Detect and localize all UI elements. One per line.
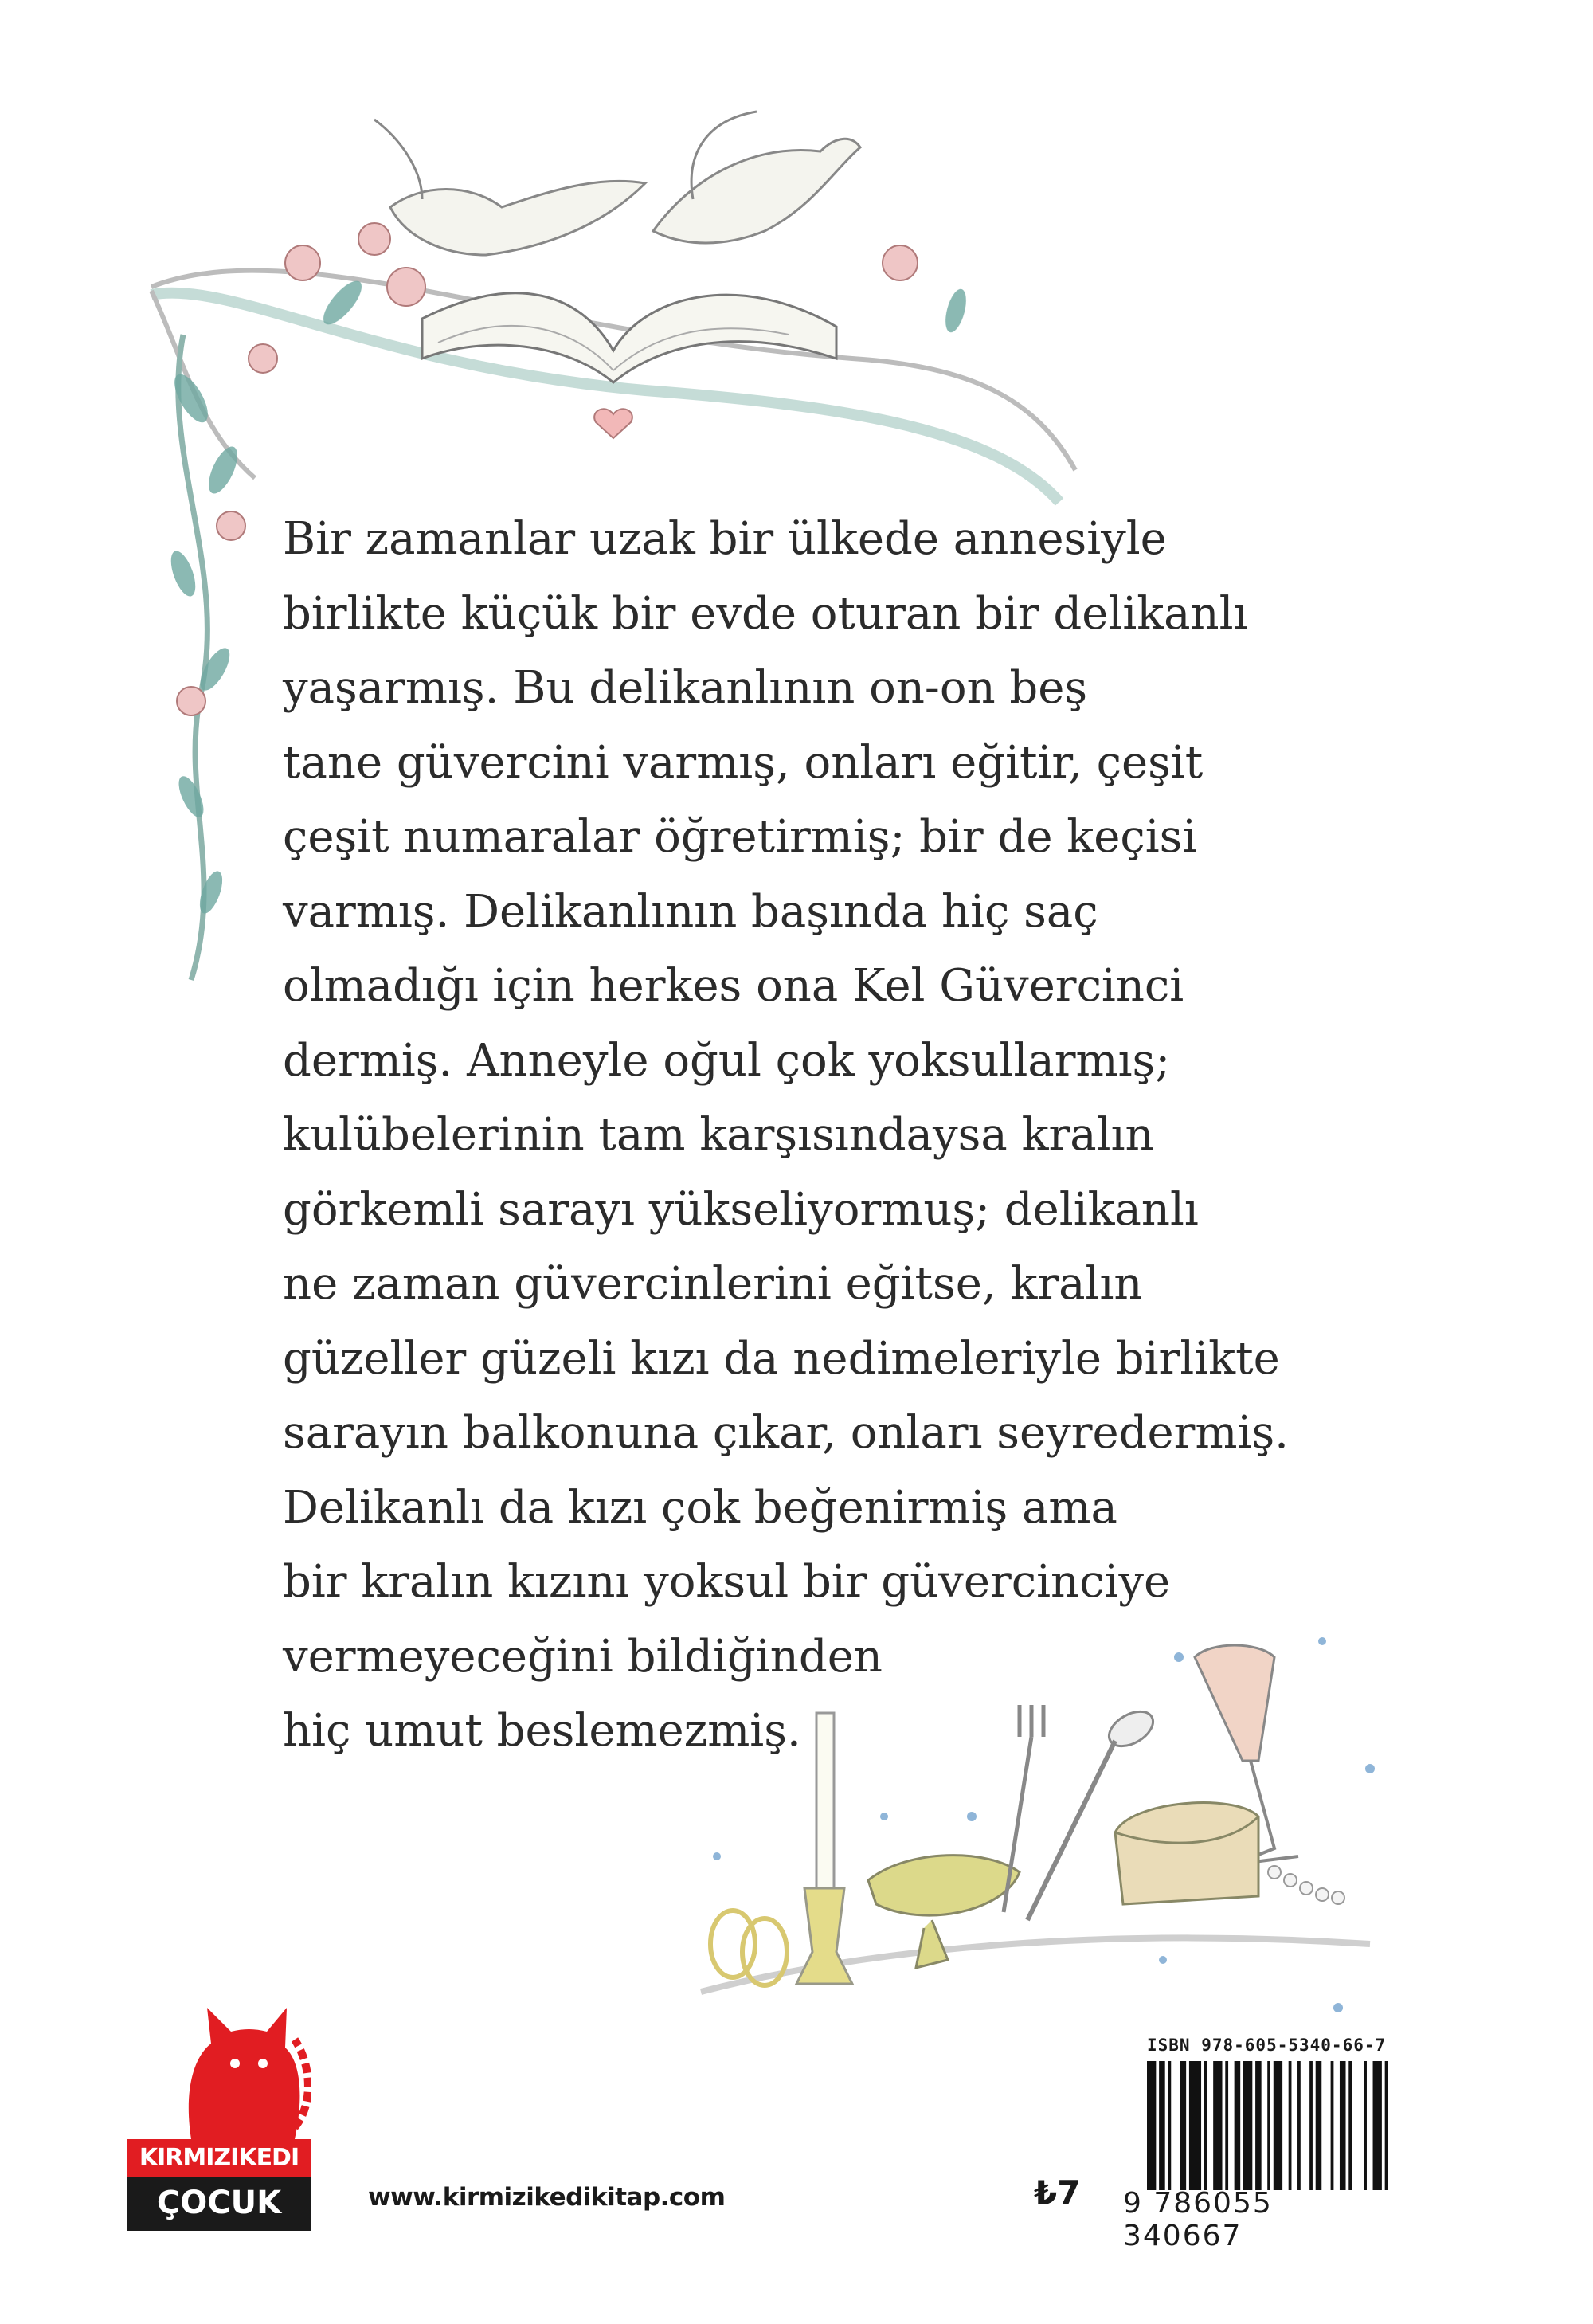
barcode-bar [1274,2061,1282,2190]
logo-wordmark [127,2139,311,2231]
barcode-bar [1267,2061,1270,2190]
barcode-bar [1189,2061,1201,2190]
blurb-line: birlikte küçük bir evde oturan bir delikanlı [283,587,1248,640]
barcode-bar [1225,2061,1228,2190]
logo-imprint-name: ÇOCUK [156,2185,282,2221]
barcode-bar [1364,2061,1367,2190]
barcode-bar [1309,2061,1313,2190]
barcode-bar [1289,2061,1292,2190]
blurb-line: çeşit numaralar öğretirmiş; bir de keçisi [283,811,1197,863]
red-cat-icon [175,2000,311,2139]
blurb-line: ne zaman güvercinlerini eğitse, kralın [283,1258,1143,1310]
logo-brand-name: KIRMIZIKEDI [127,2139,311,2177]
barcode-bar [1159,2061,1165,2190]
barcode-bar [1235,2061,1241,2190]
blurb-line: yaşarmış. Bu delikanlının on-on beş [283,662,1088,714]
blurb-line: görkemli sarayı yükseliyormuş; delikanlı [283,1183,1199,1236]
blurb-line: Delikanlı da kızı çok beğenirmiş ama [283,1481,1117,1534]
barcode-bar [1297,2061,1301,2190]
table-setting-illustration [685,1609,1394,2024]
isbn-barcode [1123,2036,1394,2252]
barcode-bar [1213,2061,1222,2190]
barcode-bar [1385,2061,1388,2190]
blurb-line: kulübelerinin tam karşısındaysa kralın [283,1109,1154,1161]
barcode-bars [1147,2061,1394,2190]
publisher-website: www.kirmizikedikitap.com [368,2183,726,2212]
barcode-digits: 9 786055 340667 [1123,2187,1273,2252]
publisher-logo [127,2000,319,2231]
blurb-line: varmış. Delikanlının başında hiç saç [283,885,1098,938]
barcode-bar [1204,2061,1207,2190]
barcode-bar [1340,2061,1346,2190]
blurb-line: bir kralın kızını yoksul bir güvercinciye [283,1556,1171,1608]
blurb-line: güzeller güzeli kızı da nedimeleriyle birlikte [283,1332,1280,1385]
blurb-line: dermiş. Anneyle oğul çok yoksullarmış; [283,1034,1171,1087]
barcode-bar [1168,2061,1171,2190]
barcode-bar [1255,2061,1262,2190]
barcode-bar [1331,2061,1334,2190]
isbn-label: ISBN 978-605-5340-66-7 [1147,2036,1387,2055]
barcode-bar [1373,2061,1382,2190]
price-label: ₺7 [1034,2173,1081,2212]
barcode-bar [1348,2061,1352,2190]
barcode-bar [1180,2061,1187,2190]
blurb-line: olmadığı için herkes ona Kel Güvercinci [283,960,1184,1012]
blurb-line: hiç umut beslemezmiş. [283,1705,801,1757]
blurb-text [283,502,1358,1769]
barcode-bar [1316,2061,1322,2190]
blurb-line: Bir zamanlar uzak bir ülkede annesiyle [283,513,1167,565]
blurb-line: sarayın balkonuna çıkar, onları seyredermiş. [283,1407,1289,1459]
barcode-bar [1243,2061,1252,2190]
blurb-line: tane güvercini varmış, onları eğitir, çeşit [283,736,1204,789]
blurb-line: vermeyeceğini bildiğinden [283,1630,883,1683]
barcode-bar [1147,2061,1156,2190]
